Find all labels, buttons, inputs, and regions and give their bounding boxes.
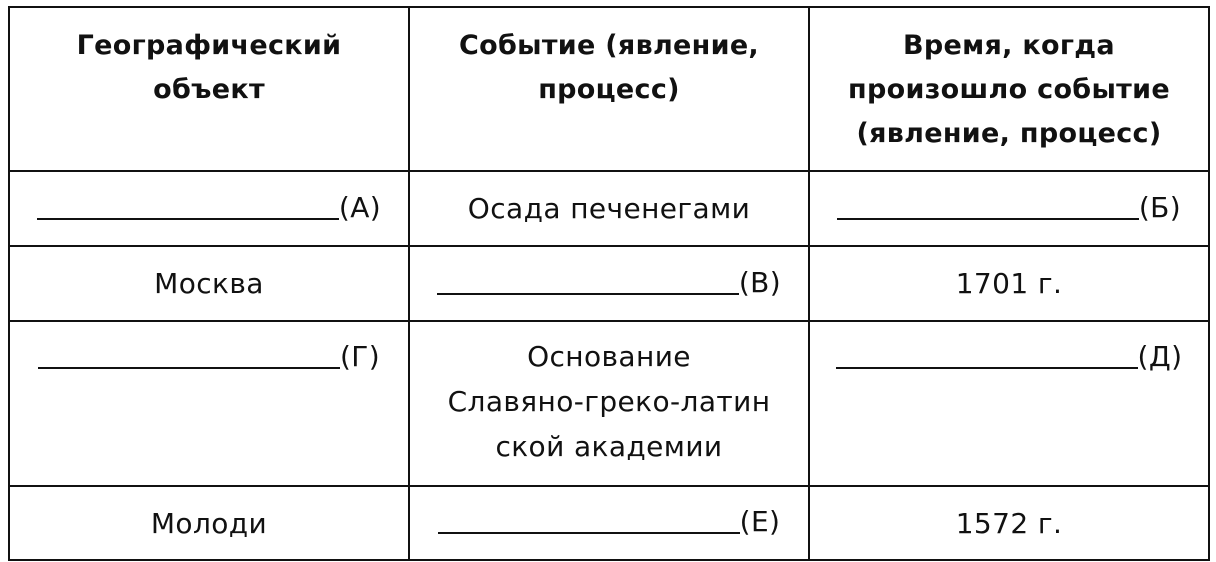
event-cell: [409, 321, 809, 486]
object-text: Москва: [154, 267, 264, 300]
answer-table: [8, 6, 1210, 561]
blank-letter: (Б): [1138, 190, 1182, 224]
object-cell: [9, 246, 409, 321]
header-row: [9, 7, 1209, 171]
event-text-line: Основание: [527, 340, 691, 373]
table-row: [9, 486, 1209, 560]
event-text-line: ской академии: [495, 430, 723, 463]
answer-blank-line[interactable]: [837, 218, 1139, 220]
blank-letter: (Д): [1137, 340, 1183, 373]
header-event: [409, 7, 809, 171]
answer-blank-line[interactable]: [38, 367, 340, 369]
time-text: 1701 г.: [955, 267, 1063, 300]
blank-letter: (А): [338, 190, 382, 224]
event-cell: [409, 171, 809, 246]
blank-cell-d[interactable]: [809, 321, 1209, 486]
table-row: [9, 321, 1209, 486]
answer-blank-line[interactable]: [438, 532, 740, 534]
header-line: Событие (явление,: [458, 30, 759, 61]
time-text: 1572 г.: [955, 506, 1063, 540]
header-line: (явление, процесс): [856, 118, 1162, 149]
answer-blank-line[interactable]: [836, 367, 1138, 369]
blank-letter: (Е): [739, 505, 781, 538]
time-cell: [809, 486, 1209, 560]
blank-cell-g[interactable]: [9, 321, 409, 486]
header-line: Время, когда: [903, 30, 1115, 61]
table-row: [9, 246, 1209, 321]
header-geographic-object: [9, 7, 409, 171]
header-line: произошло событие: [848, 74, 1170, 105]
object-text: Молоди: [150, 506, 268, 540]
object-cell: [9, 486, 409, 560]
blank-letter: (В): [738, 265, 782, 299]
blank-cell-e[interactable]: [409, 486, 809, 560]
event-text-line: Славяно-греко-латин: [447, 385, 771, 418]
answer-blank-line[interactable]: [437, 293, 739, 295]
table-row: [9, 171, 1209, 246]
event-text: Осада печенегами: [467, 192, 751, 225]
blank-cell-v[interactable]: [409, 246, 809, 321]
header-line: процесс): [538, 74, 680, 105]
time-cell: [809, 246, 1209, 321]
answer-blank-line[interactable]: [37, 218, 339, 220]
header-time: [809, 7, 1209, 171]
blank-letter: (Г): [339, 340, 381, 373]
blank-cell-b[interactable]: [809, 171, 1209, 246]
header-line: Географический: [76, 30, 342, 61]
header-line: объект: [153, 74, 265, 105]
blank-cell-a[interactable]: [9, 171, 409, 246]
